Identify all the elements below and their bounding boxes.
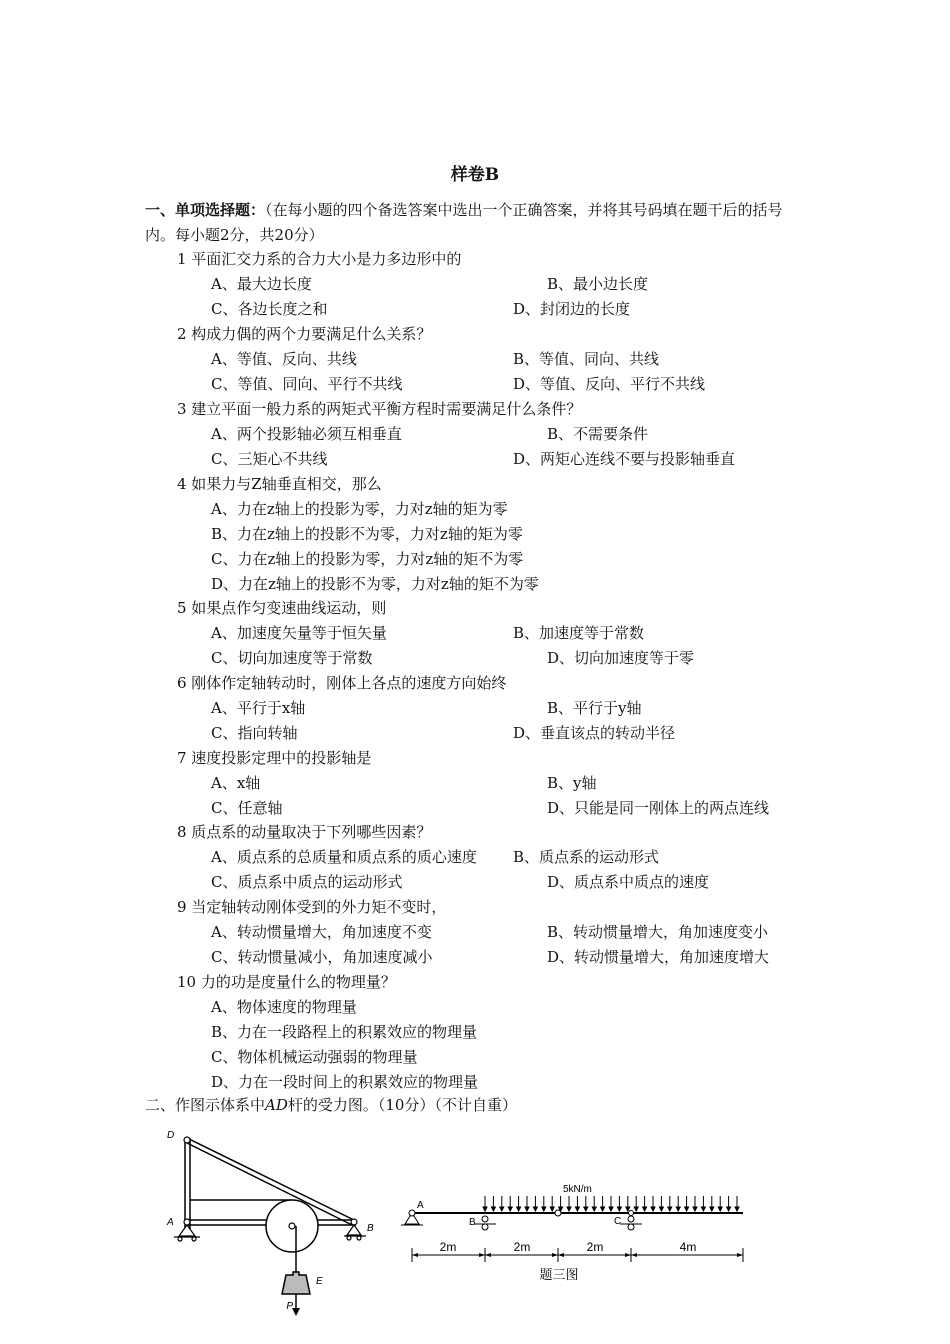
load-arrowhead	[508, 1207, 512, 1211]
question-9: 9 当定轴转动刚体受到的外力矩不变时，	[177, 898, 447, 916]
section-2-member: AD	[265, 1096, 288, 1114]
q4-option-d: D、力在z轴上的投影不为零，力对z轴的矩不为零	[211, 575, 539, 593]
q5-option-c: C、切向加速度等于常数	[211, 649, 373, 667]
load-arrowhead	[685, 1207, 689, 1211]
q6-option-d: D、垂直该点的转动半径	[513, 724, 676, 742]
section-1-title: 一、单项选择题：	[145, 201, 266, 219]
q7-option-d: D、只能是同一刚体上的两点连线	[547, 799, 770, 817]
question-5: 5 如果点作匀变速曲线运动，则	[177, 599, 387, 617]
q2-option-c: C、等值、同向、平行不共线	[211, 375, 403, 393]
load-arrowhead	[701, 1207, 705, 1211]
q2-option-d: D、等值、反向、平行不共线	[513, 375, 706, 393]
load-arrowhead	[617, 1207, 621, 1211]
q10-option-c: C、物体机械运动强弱的物理量	[211, 1048, 418, 1066]
question-3: 3 建立平面一般力系的两矩式平衡方程时需要满足什么条件？	[177, 400, 582, 418]
q1-option-b: B、最小边长度	[547, 275, 649, 293]
q8-option-d: D、质点系中质点的速度	[547, 873, 710, 891]
load-arrowhead	[659, 1207, 663, 1211]
load-arrowhead	[626, 1207, 630, 1211]
load-arrowhead	[517, 1207, 521, 1211]
q5-option-d: D、切向加速度等于零	[547, 649, 695, 667]
load-arrowhead	[525, 1207, 529, 1211]
q7-option-c: C、任意轴	[211, 799, 283, 817]
q10-option-b: B、力在一段路程上的积累效应的物理量	[211, 1023, 478, 1041]
span-3-label: 2m	[586, 1240, 604, 1254]
q3-option-d: D、两矩心连线不要与投影轴垂直	[513, 450, 736, 468]
q1-option-a: A、最大边长度	[211, 275, 312, 293]
support-a-label: A	[417, 1200, 424, 1211]
q8-option-b: B、质点系的运动形式	[513, 848, 660, 866]
question-10: 10 力的功是度量什么的物理量？	[177, 973, 396, 991]
load-arrowhead	[592, 1207, 596, 1211]
question-6: 6 刚体作定轴转动时，刚体上各点的速度方向始终	[177, 674, 507, 692]
load-arrowhead	[601, 1207, 605, 1211]
load-arrowhead	[634, 1207, 638, 1211]
q5-option-a: A、加速度矢量等于恒矢量	[211, 624, 387, 642]
q10-option-d: D、力在一段时间上的积累效应的物理量	[211, 1073, 479, 1091]
span-4-label: 4m	[679, 1240, 697, 1254]
question-2: 2 构成力偶的两个力要满足什么关系？	[177, 325, 432, 343]
label-e: E	[316, 1276, 323, 1287]
label-a: A	[167, 1217, 174, 1228]
q4-option-a: A、力在z轴上的投影为零，力对z轴的矩为零	[211, 500, 508, 518]
load-arrowhead	[735, 1207, 739, 1211]
load-arrowhead	[533, 1207, 537, 1211]
q1-option-c: C、各边长度之和	[211, 300, 328, 318]
question-8: 8 质点系的动量取决于下列哪些因素？	[177, 823, 432, 841]
load-arrowhead	[609, 1207, 613, 1211]
section-1-instructions: （在每小题的四个备选答案中选出一个正确答案，并将其号码填在题干后的括号内。每小题2分，共20分）	[145, 201, 783, 244]
section-2-suffix: 杆的受力图。（10分）（不计自重）	[287, 1096, 517, 1114]
load-arrowhead	[584, 1207, 588, 1211]
label-p: P	[286, 1301, 293, 1312]
exam-title: 样卷B	[450, 165, 500, 185]
q8-option-a: A、质点系的总质量和质点系的质心速度	[211, 848, 477, 866]
load-arrowhead	[542, 1207, 546, 1211]
section-1-heading	[145, 198, 810, 248]
support-b-label: B	[469, 1217, 476, 1228]
load-arrowhead	[575, 1207, 579, 1211]
q2-option-a: A、等值、反向、共线	[211, 350, 357, 368]
label-d: D	[167, 1130, 175, 1141]
q4-option-b: B、力在z轴上的投影不为零，力对z轴的矩为零	[211, 525, 523, 543]
q6-option-a: A、平行于x轴	[211, 699, 306, 717]
q9-option-d: D、转动惯量增大，角加速度增大	[547, 948, 770, 966]
section-2-heading	[145, 1094, 517, 1115]
load-arrowhead	[718, 1207, 722, 1211]
span-1-label: 2m	[439, 1240, 457, 1254]
span-2-label: 2m	[513, 1240, 531, 1254]
q8-option-c: C、质点系中质点的运动形式	[211, 873, 403, 891]
frame-pulley-figure	[160, 1122, 390, 1322]
section-2-prefix: 二、作图示体系中	[145, 1096, 266, 1114]
question-7: 7 速度投影定理中的投影轴是	[177, 749, 372, 767]
q3-option-a: A、两个投影轴必须互相垂直	[211, 425, 402, 443]
load-arrowhead	[550, 1207, 554, 1211]
q7-option-b: B、y轴	[547, 774, 597, 792]
q10-option-a: A、物体速度的物理量	[211, 998, 357, 1016]
load-arrowhead	[483, 1207, 487, 1211]
q9-option-c: C、转动惯量减小，角加速度减小	[211, 948, 433, 966]
load-arrowhead	[727, 1207, 731, 1211]
question-1: 1 平面汇交力系的合力大小是力多边形中的	[177, 250, 462, 268]
load-arrowhead	[693, 1207, 697, 1211]
q3-option-b: B、不需要条件	[547, 425, 649, 443]
load-arrowhead	[500, 1207, 504, 1211]
load-arrowhead	[567, 1207, 571, 1211]
q6-option-b: B、平行于y轴	[547, 699, 642, 717]
q6-option-c: C、指向转轴	[211, 724, 298, 742]
q4-option-c: C、力在z轴上的投影为零，力对z轴的矩不为零	[211, 550, 524, 568]
q9-option-b: B、转动惯量增大，角加速度变小	[547, 923, 769, 941]
q5-option-b: B、加速度等于常数	[513, 624, 645, 642]
load-arrowhead	[651, 1207, 655, 1211]
beam-figure	[396, 1178, 756, 1288]
q2-option-b: B、等值、同向、共线	[513, 350, 660, 368]
q1-option-d: D、封闭边的长度	[513, 300, 631, 318]
distributed-load-arrows	[483, 1196, 739, 1211]
load-arrowhead	[676, 1207, 680, 1211]
load-arrowhead	[643, 1207, 647, 1211]
figure-caption: 题三图	[539, 1268, 579, 1283]
q7-option-a: A、x轴	[211, 774, 261, 792]
label-b: B	[367, 1223, 374, 1234]
load-arrowhead	[668, 1207, 672, 1211]
load-label: 5kN/m	[563, 1184, 592, 1195]
load-arrowhead	[491, 1207, 495, 1211]
question-4: 4 如果力与Z轴垂直相交，那么	[177, 475, 382, 493]
load-arrowhead	[710, 1207, 714, 1211]
q9-option-a: A、转动惯量增大，角加速度不变	[211, 923, 432, 941]
support-c-label: C	[614, 1216, 622, 1227]
q3-option-c: C、三矩心不共线	[211, 450, 328, 468]
